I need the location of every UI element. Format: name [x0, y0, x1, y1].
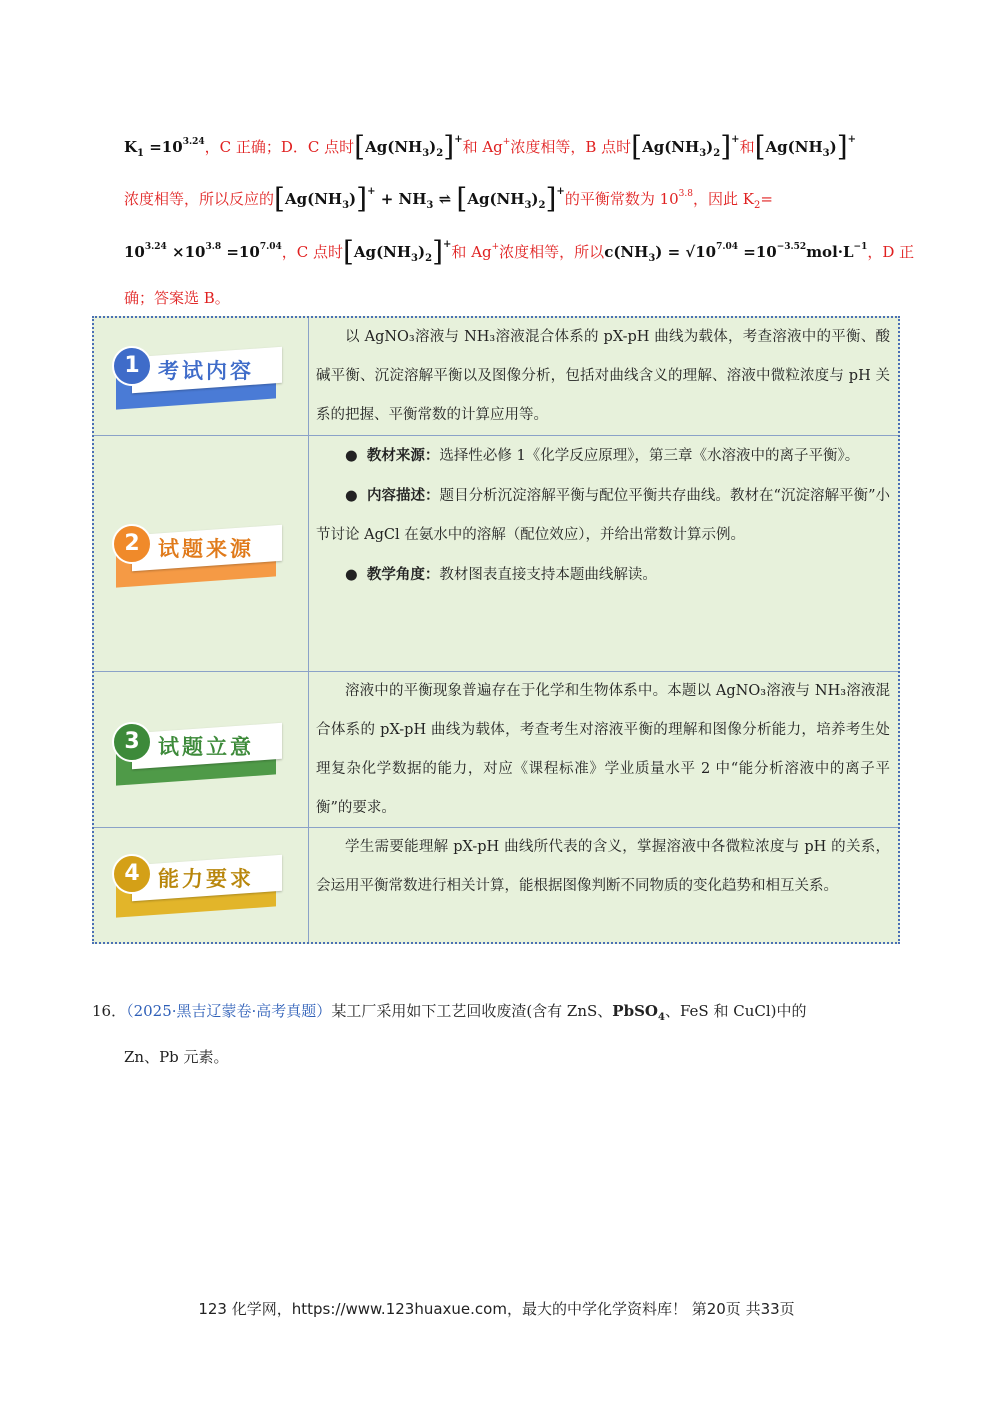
complex-ag-nh3-2b: $[Ag(NH_3)_2]^+$ — [631, 130, 740, 163]
row-content — [316, 672, 890, 828]
solution-line-3 — [124, 235, 915, 268]
badge-title: 试题来源 — [158, 537, 254, 561]
question-16 — [92, 1000, 806, 1023]
badge-3 — [112, 722, 282, 782]
badge-number: 1 — [112, 346, 152, 386]
text: ，D 正 — [867, 243, 915, 261]
badge-2 — [112, 524, 282, 584]
bullet-item: ● 教材来源：选择性必修 1《化学反应原理》，第三章《水溶液中的离子平衡》。 — [345, 447, 860, 464]
badge-number: 2 — [112, 524, 152, 564]
paragraph: 溶液中的平衡现象普遍存在于化学和生物体系中。本题以 AgNO₃溶液与 NH₃溶液混合体系的 pX-pH 曲线为载体，考查考生对溶液平衡的理解和图像分析能力，培养考生处理复杂化学数据的能力，对应《课程标准》学业质量水平 2 中“能分析溶液中的离子平衡”的要求。 — [316, 683, 890, 816]
pbso4-formula: PbSO$_4$ — [612, 1002, 665, 1023]
question-text-line2: Zn、Pb 元素。 — [124, 1048, 229, 1066]
text: 和 Ag+浓度相等，所以 — [451, 242, 605, 261]
row-content — [316, 828, 890, 906]
solution-line-2 — [124, 182, 773, 215]
row-ability — [94, 828, 898, 942]
text: ，C 正确；D．C 点时 — [204, 138, 355, 156]
page-footer: 123 化学网，https://www.123huaxue.com，最大的中学化学资料库！ 第20页 共33页 — [198, 1300, 795, 1318]
badge-title: 能力要求 — [158, 867, 254, 891]
question-source[interactable]: （2025·黑吉辽蒙卷·高考真题） — [126, 1002, 332, 1020]
badge-number: 3 — [112, 722, 152, 762]
question-text: 某工厂采用如下工艺回收废渣(含有 ZnS、 — [331, 1002, 613, 1020]
badge-4 — [112, 854, 282, 914]
bullet-item: ● 内容描述：题目分析沉淀溶解平衡与配位平衡共存曲线。教材在“沉淀溶解平衡”小节讨论 AgCl 在氨水中的溶解（配位效应），并给出常数计算示例。 — [316, 487, 891, 543]
analysis-table — [92, 316, 900, 944]
concentration-expression: $c(NH_3) = √10^{7.04} =10^{-3.52}mol\cdot L^{-1}$ — [604, 242, 868, 264]
badge-number: 4 — [112, 854, 152, 894]
complex-ag-nh3-2: $[Ag(NH_3)_2]^+$ — [456, 182, 565, 215]
question-text: 、FeS 和 CuCl)中的 — [664, 1002, 807, 1020]
text: 和 Ag+浓度相等，B 点时 — [462, 137, 632, 156]
row-source — [94, 436, 898, 672]
complex-ag-nh3: $[Ag(NH_3)]^+$ — [754, 130, 857, 163]
question-number: 16． — [92, 1002, 127, 1020]
solution-line-4: 确；答案选 B。 — [124, 289, 230, 307]
k1-symbol: $K_1 =10^{3.24}$ — [124, 137, 205, 159]
row-content — [316, 318, 890, 435]
complex-ag-nh3-2: $[Ag(NH_3)_2]^+$ — [354, 130, 463, 163]
row-exam-content — [94, 318, 898, 436]
product-expression: $10^{3.24} \times 10^{3.8} =10^{7.04}$ — [124, 242, 282, 261]
row-intent — [94, 672, 898, 828]
badge-1 — [112, 346, 282, 406]
text: 的平衡常数为 $10^{3.8}$，因此 $K_2=$ — [564, 189, 773, 211]
text: 和 — [739, 138, 755, 156]
badge-title: 考试内容 — [158, 359, 254, 383]
text: ，C 点时 — [281, 243, 343, 261]
bullet-item: ● 教学角度：教材图表直接支持本题曲线解读。 — [345, 566, 657, 583]
solution-line-1 — [124, 130, 857, 163]
paragraph: 以 AgNO₃溶液与 NH₃溶液混合体系的 pX-pH 曲线为载体，考查溶液中的平衡、酸碱平衡、沉淀溶解平衡以及图像分析，包括对曲线含义的理解、溶液中微粒浓度与 pH 关系的把握、平衡常数的计算应用等。 — [316, 329, 890, 423]
row-content — [316, 436, 890, 595]
complex-ag-nh3-2: $[Ag(NH_3)_2]^+$ — [342, 235, 452, 268]
text: 浓度相等，所以反应的 — [124, 190, 275, 208]
plus-nh3: + $NH_3$ ⇌ — [375, 190, 457, 211]
paragraph: 学生需要能理解 pX-pH 曲线所代表的含义，掌握溶液中各微粒浓度与 pH 的关系，会运用平衡常数进行相关计算，能根据图像判断不同物质的变化趋势和相互关系。 — [316, 839, 890, 894]
badge-title: 试题立意 — [158, 735, 254, 759]
complex-ag-nh3: $[Ag(NH_3)]^+$ — [274, 182, 376, 215]
